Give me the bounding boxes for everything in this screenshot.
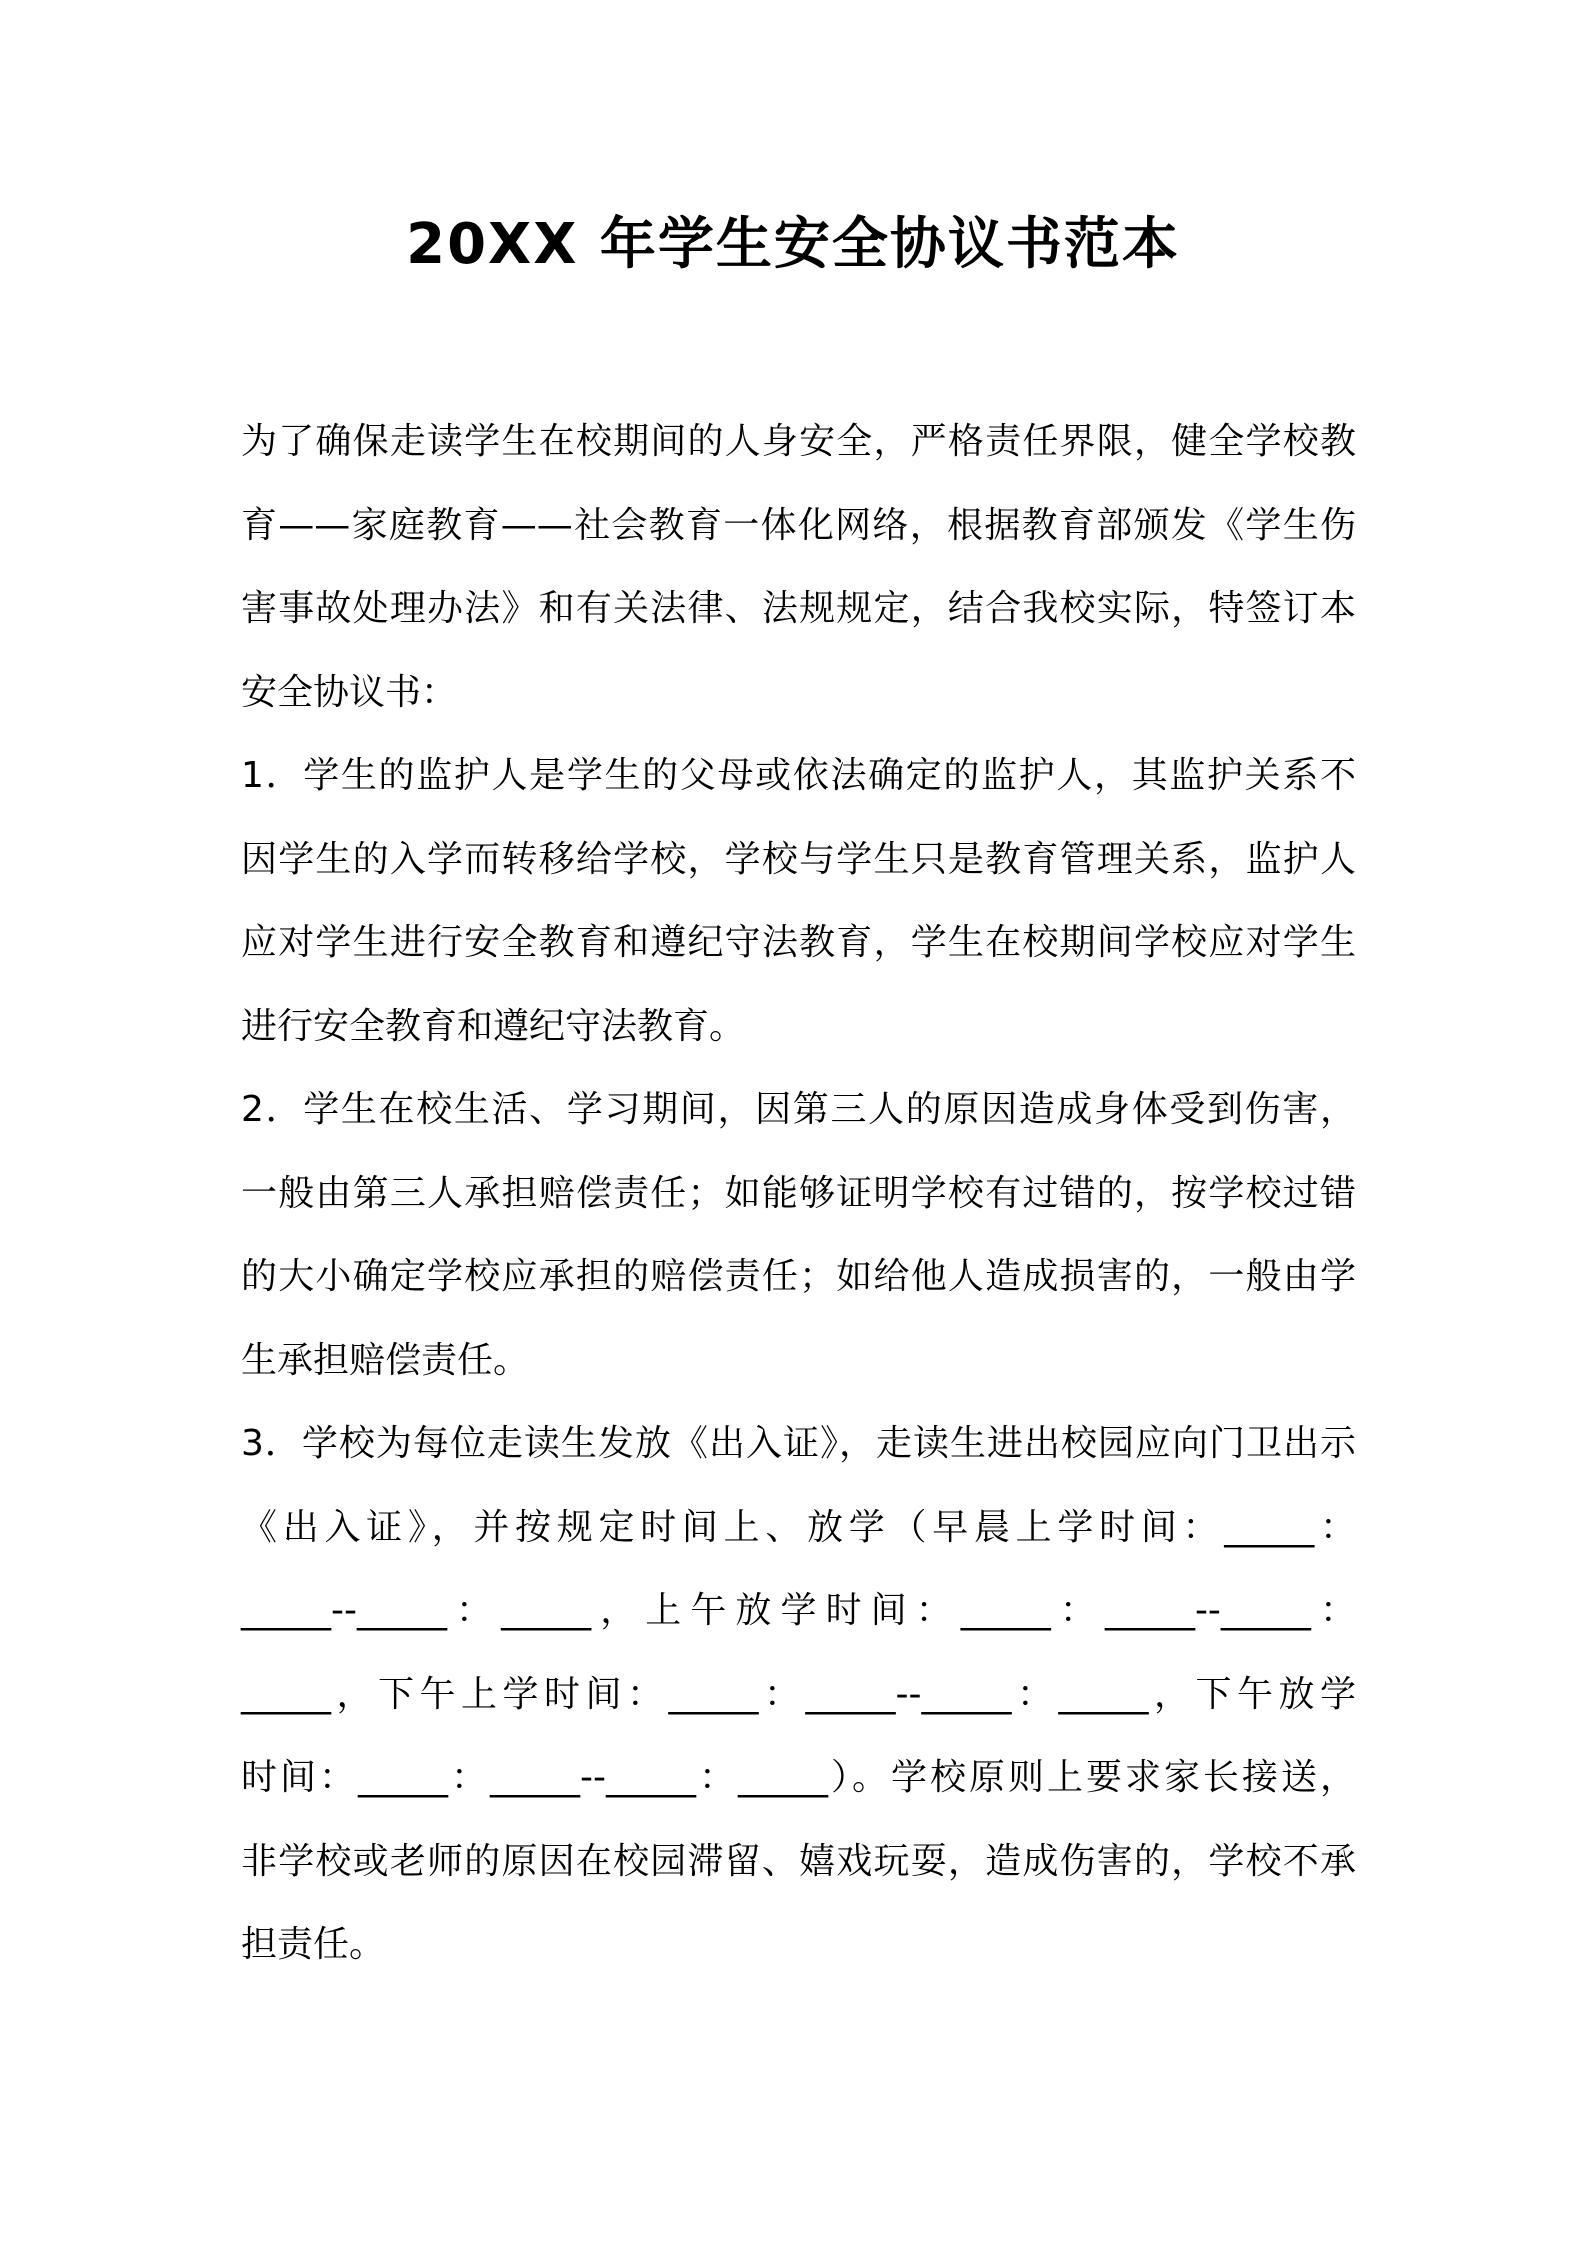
clause-3-line: 3．学校为每位走读生发放《出入证》，走读生进出校园应向门卫出示: [241, 1423, 1356, 1464]
paragraph-intro-line: 为了确保走读学生在校期间的人身安全，严格责任界限，健全学校教: [241, 421, 1356, 462]
clause-2-line: 生承担赔偿责任。: [241, 1339, 530, 1381]
paragraph-intro-line: 害事故处理办法》和有关法律、法规规定，结合我校实际，特签订本: [241, 588, 1356, 629]
page-title: 20XX 年学生安全协议书范本: [406, 212, 1180, 277]
clause-1-line: 1．学生的监护人是学生的父母或依法确定的监护人，其监护关系不: [241, 755, 1356, 796]
clause-1-line: 因学生的入学而转移给学校，学校与学生只是教育管理关系，监护人: [241, 838, 1356, 880]
clause-2-line: 的大小确定学校应承担的赔偿责任；如给他人造成损害的，一般由学: [241, 1256, 1356, 1297]
document-body: [241, 400, 1356, 1987]
paragraph-intro-line: 育——家庭教育——社会教育一体化网络，根据教育部颁发《学生伤: [241, 504, 1356, 546]
clause-1-line: 应对学生进行安全教育和遵纪守法教育，学生在校期间学校应对学生: [241, 922, 1356, 963]
clause-3-line: _____，下午上学时间：_____：_____--_____：_____，下午放学: [241, 1673, 1356, 1715]
clause-2-line: 2．学生在校生活、学习期间，因第三人的原因造成身体受到伤害，: [241, 1089, 1356, 1130]
clause-3-line: 担责任。: [241, 1924, 386, 1965]
clause-3-line: _____--_____：_____，上午放学时间：_____：_____--_____：: [241, 1590, 1356, 1631]
clause-3-line: 《出入证》，并按规定时间上、放学（早晨上学时间：_____：: [241, 1506, 1356, 1548]
clause-2-line: 一般由第三人承担赔偿责任；如能够证明学校有过错的，按学校过错: [241, 1172, 1356, 1214]
clause-3-line: 时间：_____：_____--_____：_____）。学校原则上要求家长接送，: [241, 1757, 1356, 1798]
clause-3-line: 非学校或老师的原因在校园滞留、嬉戏玩耍，造成伤害的，学校不承: [241, 1840, 1356, 1882]
clause-1-line: 进行安全教育和遵纪守法教育。: [241, 1005, 746, 1047]
paragraph-intro-line: 安全协议书：: [241, 671, 458, 713]
